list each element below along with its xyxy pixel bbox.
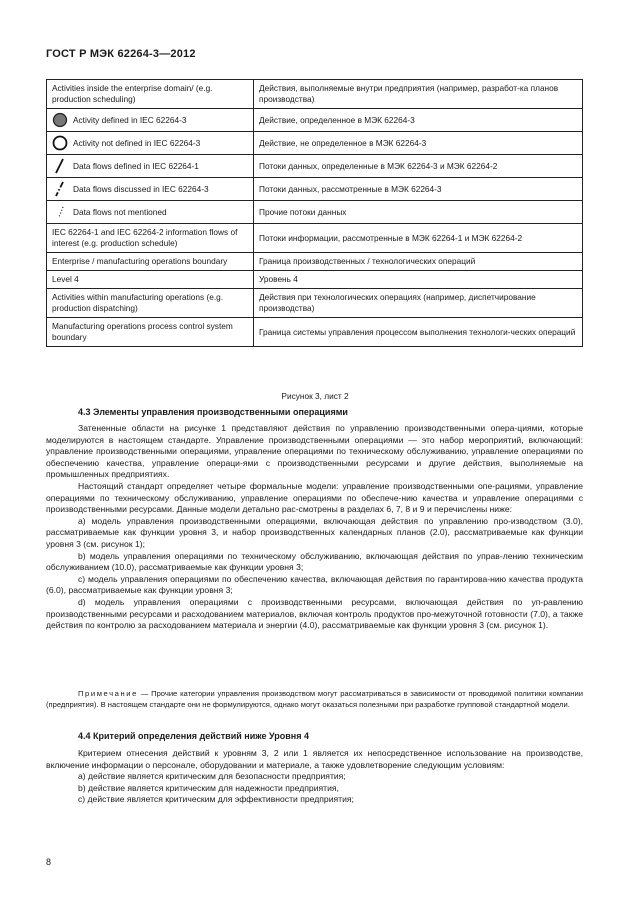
list-item: b) модель управления операциями по техническому обслуживанию, включающая действия по управ-лению техническим обслуживанием (10.0), рассматриваемые как функции уровня 3; — [46, 550, 583, 573]
legend-en-text: Level 4 — [52, 274, 79, 284]
legend-ru-text: Граница производственных / технологических операций — [259, 256, 476, 266]
legend-ru-cell — [254, 224, 583, 253]
list-item: с) действие является критическим для эффективности предприятия; — [78, 794, 354, 805]
legend-ru-text: Потоки данных, рассмотренные в МЭК 62264-3 — [259, 183, 442, 194]
empty-circle-icon — [52, 135, 68, 151]
section-4-3-title: 4.3 Элементы управления производственными операциями — [78, 407, 348, 417]
legend-row — [47, 253, 583, 271]
dotted-line-icon — [52, 204, 68, 220]
list-item: d) модель управления операциями с производственными ресурсами, включающая действия по уп-равлению производственными ресурсами и расходованием материалов, включая контроль продуктов про-межуточной готовности (7.0), а также действия по контролю за расходованием материала и энергии (4.0), рассматриваемые как функции уровня 3 (см. рисунок 1). — [46, 596, 583, 631]
legend-ru-text: Действия, выполняемые внутри предприятия (например, разработ-ка планов производства) — [259, 83, 559, 104]
legend-en-cell — [47, 155, 254, 178]
note-label: Примечание — [78, 689, 138, 698]
legend-en-cell — [47, 318, 254, 347]
legend-ru-text: Действия при технологических операциях (например, диспетчирование производства) — [259, 292, 536, 313]
legend-ru-text: Потоки информации, рассмотренные в МЭК 62264-1 и МЭК 62264-2 — [259, 232, 523, 243]
legend-ru-cell — [254, 271, 583, 289]
note — [46, 689, 583, 710]
paragraph: Настоящий стандарт определяет четыре формальные модели: управление производственными опе-рациями, управление операциями по техническому обслуживанию, управление операциями по обеспече-нию качества и управление операциями с производственными ресурсами. Данные модели детально рас-смотрены в разделах 6, 7, 8 и 9 и перечислены ниже: — [46, 480, 583, 515]
legend-en-text: Activity not defined in IEC 62264-3 — [73, 137, 201, 148]
legend-ru-cell — [254, 318, 583, 347]
legend-row — [47, 155, 583, 178]
legend-ru-cell — [254, 178, 583, 201]
section-4-3-body — [46, 423, 583, 632]
legend-ru-cell — [254, 201, 583, 224]
legend-row — [47, 178, 583, 201]
figure-caption: Рисунок 3, лист 2 — [281, 391, 349, 401]
legend-en-cell — [47, 109, 254, 132]
list-item: а) модель управления производственными операциями, включающая действия по управлению про-изводством (3.0), рассматриваемые как функции уровня 3, и набор производственных календарных планов (2.0), рассматриваемые как функции уровня 3 (см. рисунок 1); — [46, 515, 583, 549]
document-header: ГОСТ Р МЭК 62264-3—2012 — [46, 48, 196, 60]
legend-ru-text: Граница системы управления процессом выполнения технологи-ческих операций — [259, 326, 576, 337]
legend-row — [47, 80, 583, 109]
paragraph: Затененные области на рисунке 1 представляют действия по управлению производственными опера-циями, которые моделируются в настоящем стандарте. Управление производственными операциями — это набор мероприятий, включающий: управление производственными операциями, управление операциями по техническому обслуживанию, управление операциями по обеспечению качества, управление операци-ями с производственными ресурсами и другие действия, выполняемые на промышленных предприятиях. — [46, 423, 583, 480]
legend-ru-cell — [254, 289, 583, 318]
list-item: а) действие является критическим для безопасности предприятия; — [78, 771, 346, 782]
legend-ru-cell — [254, 80, 583, 109]
legend-table — [46, 79, 583, 347]
legend-en-text: Activities within manufacturing operations (e.g. production dispatching) — [52, 292, 224, 313]
list-item: b) действие является критическим для надежности предприятия, — [78, 782, 339, 793]
legend-ru-cell — [254, 109, 583, 132]
legend-row — [47, 271, 583, 289]
section-4-4-title: 4.4 Критерий определения действий ниже Уровня 4 — [78, 731, 309, 741]
list-item: с) модель управления операциями по обеспечению качества, включающая действия по гарантирова-нию качества продукта (6.0), рассматриваемые как функции уровня 3; — [46, 573, 583, 596]
legend-en-text: Enterprise / manufacturing operations boundary — [52, 256, 228, 266]
section-4-4-body — [46, 748, 583, 806]
legend-ru-cell — [254, 155, 583, 178]
legend-en-cell — [47, 271, 254, 289]
legend-en-text: Manufacturing operations process control system boundary — [52, 321, 233, 342]
legend-en-cell — [47, 289, 254, 318]
legend-ru-text: Уровень 4 — [259, 274, 298, 284]
legend-ru-cell — [254, 253, 583, 271]
dashed-line-icon — [52, 181, 68, 197]
legend-en-cell — [47, 253, 254, 271]
solid-line-icon — [52, 158, 68, 174]
legend-en-text: IEC 62264-1 and IEC 62264-2 information flows of interest (e.g. production schedule) — [52, 227, 238, 248]
legend-en-text: Activities inside the enterprise domain/ (e.g. production scheduling) — [52, 83, 213, 104]
legend-ru-text: Прочие потоки данных — [259, 206, 347, 217]
legend-en-cell — [47, 80, 254, 109]
legend-en-cell — [47, 132, 254, 155]
legend-en-text: Activity defined in IEC 62264-3 — [73, 114, 187, 125]
legend-row — [47, 224, 583, 253]
legend-ru-text: Действие, определенное в МЭК 62264-3 — [259, 114, 415, 125]
legend-en-text: Data flows discussed in IEC 62264-3 — [73, 183, 209, 194]
legend-row — [47, 289, 583, 318]
paragraph: Критерием отнесения действий к уровням 3, 2 или 1 является их непосредственное использование на производстве, включение информации о персонале, оборудовании и материале, а также удовлетворение следующим условиям: — [46, 748, 583, 770]
legend-ru-cell — [254, 132, 583, 155]
filled-circle-icon — [52, 112, 68, 128]
legend-row — [47, 201, 583, 224]
page-number: 8 — [46, 857, 52, 867]
legend-row — [47, 132, 583, 155]
legend-en-text: Data flows defined in IEC 62264-1 — [73, 160, 199, 171]
legend-row — [47, 109, 583, 132]
legend-ru-text: Действие, не определенное в МЭК 62264-3 — [259, 137, 427, 148]
legend-en-cell — [47, 178, 254, 201]
legend-en-cell — [47, 224, 254, 253]
legend-row — [47, 318, 583, 347]
legend-en-cell — [47, 201, 254, 224]
note-text: — Прочие категории управления производством могут рассматриваться в зависимости от проводимой политики компании (предприятия). В настоящем стандарте они не формулируются, однако могут оказаться полезными при разработке групповой стандартной модели. — [46, 689, 583, 709]
legend-en-text: Data flows not mentioned — [73, 206, 167, 217]
legend-ru-text: Потоки данных, определенные в МЭК 62264-3 и МЭК 62264-2 — [259, 160, 498, 171]
